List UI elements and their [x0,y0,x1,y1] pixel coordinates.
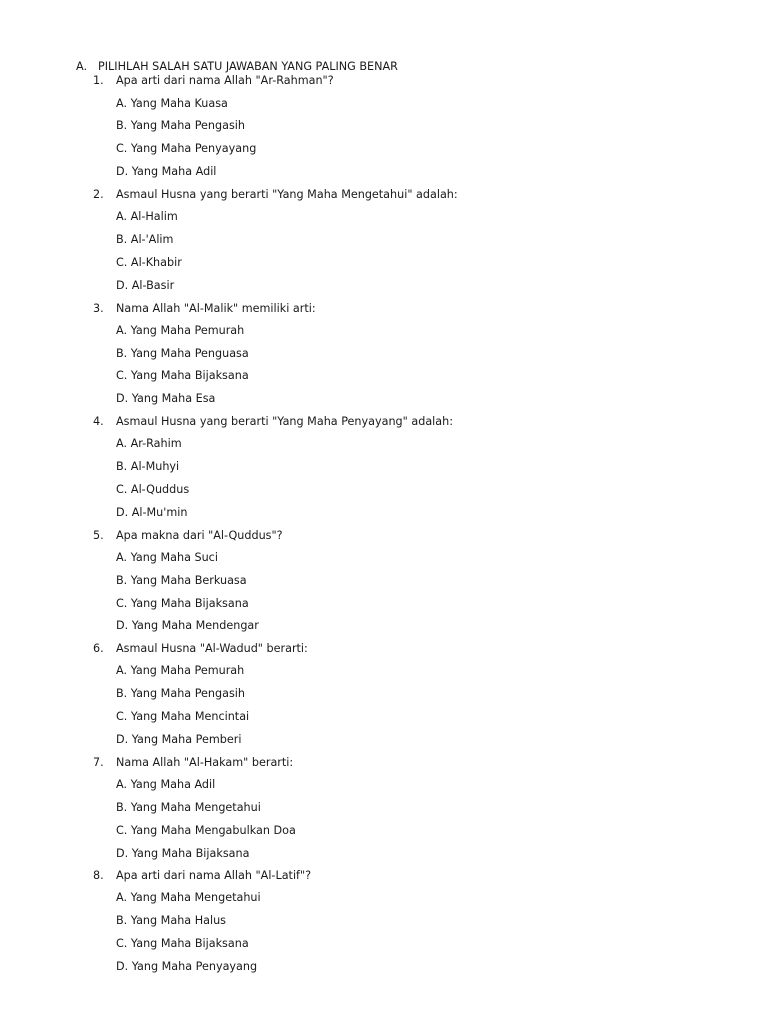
answer-option-text: A. Yang Maha Pemurah [116,323,245,337]
answer-option [0,346,768,369]
answer-option [0,232,768,255]
question-number: 8. [93,869,104,883]
question-text: Apa makna dari "Al-Quddus"? [116,528,283,542]
answer-option [0,482,768,505]
answer-option-text: A. Yang Maha Suci [116,550,218,564]
section-letter: A. [76,60,88,73]
question-item [0,868,768,982]
question-line [0,73,768,96]
question-item [0,414,768,528]
answer-option [0,391,768,414]
answer-option-text: A. Yang Maha Kuasa [116,96,228,110]
answer-option-text: C. Al-Khabir [116,255,182,269]
answer-option-text: C. Yang Maha Penyayang [116,142,257,156]
answer-option [0,141,768,164]
question-line [0,755,768,777]
question-text: Apa arti dari nama Allah "Al-Latif"? [116,869,312,883]
question-line [0,641,768,663]
answer-option [0,846,768,869]
question-text: Asmaul Husna yang berarti "Yang Maha Penyayang" adalah: [116,415,453,429]
question-text: Asmaul Husna yang berarti "Yang Maha Mengetahui" adalah: [116,188,458,202]
answer-option [0,890,768,913]
answer-option [0,913,768,936]
answer-option [0,686,768,709]
question-text: Nama Allah "Al-Hakam" berarti: [116,755,294,769]
answer-option-text: B. Yang Maha Pengasih [116,119,245,133]
answer-option-text: D. Yang Maha Pemberi [116,732,242,746]
answer-option [0,118,768,141]
question-item [0,187,768,301]
question-number: 1. [93,74,104,87]
question-line [0,301,768,323]
answer-option-text: A. Yang Maha Mengetahui [116,891,261,905]
answer-option [0,278,768,301]
answer-option [0,96,768,119]
question-number: 3. [93,301,104,315]
answer-option-text: C. Al-Quddus [116,482,190,496]
question-line [0,528,768,550]
question-number: 7. [93,755,104,769]
answer-option-text: C. Yang Maha Bijaksana [116,369,249,383]
question-number: 4. [93,415,104,429]
question-item [0,755,768,869]
answer-option [0,800,768,823]
answer-option-text: C. Yang Maha Bijaksana [116,937,249,951]
section-title: PILIHLAH SALAH SATU JAWABAN YANG PALING BENAR [98,60,398,73]
answer-option-text: D. Yang Maha Penyayang [116,960,258,974]
answer-option [0,618,768,641]
answer-option-text: B. Yang Maha Berkuasa [116,573,247,587]
answer-option-text: D. Yang Maha Esa [116,392,216,406]
answer-option [0,209,768,232]
answer-option-text: B. Yang Maha Pengasih [116,687,245,701]
question-line [0,868,768,890]
answer-option-text: D. Al-Basir [116,278,175,292]
answer-option-text: A. Yang Maha Pemurah [116,664,245,678]
answer-option [0,550,768,573]
answer-option [0,596,768,619]
answer-option [0,823,768,846]
question-text: Asmaul Husna "Al-Wadud" berarti: [116,642,308,656]
answer-option-text: C. Yang Maha Mencintai [116,710,250,724]
answer-option [0,959,768,982]
answer-option [0,573,768,596]
answer-option [0,164,768,187]
question-list [0,73,768,982]
answer-option [0,368,768,391]
answer-option-text: A. Yang Maha Adil [116,777,216,791]
answer-option [0,777,768,800]
question-item [0,301,768,415]
answer-option-text: B. Yang Maha Mengetahui [116,800,261,814]
answer-option [0,436,768,459]
question-line [0,414,768,436]
question-number: 6. [93,642,104,656]
answer-option-text: D. Yang Maha Mendengar [116,619,259,633]
question-text: Nama Allah "Al-Malik" memiliki arti: [116,301,316,315]
answer-option [0,505,768,528]
answer-option [0,459,768,482]
answer-option-text: A. Al-Halim [116,210,178,224]
question-text: Apa arti dari nama Allah "Ar-Rahman"? [116,74,334,87]
answer-option-text: D. Yang Maha Bijaksana [116,846,250,860]
answer-option-text: C. Yang Maha Bijaksana [116,596,249,610]
answer-option-text: C. Yang Maha Mengabulkan Doa [116,823,296,837]
answer-option [0,709,768,732]
answer-option-text: B. Al-Muhyi [116,460,180,474]
answer-option-text: D. Yang Maha Adil [116,165,217,179]
question-item [0,641,768,755]
answer-option [0,936,768,959]
question-number: 2. [93,188,104,202]
answer-option-text: D. Al-Mu'min [116,505,188,519]
answer-option [0,732,768,755]
question-item [0,73,768,187]
answer-option-text: A. Ar-Rahim [116,437,182,451]
answer-option-text: B. Yang Maha Penguasa [116,346,249,360]
answer-option [0,255,768,278]
answer-option-text: B. Yang Maha Halus [116,914,226,928]
answer-option [0,663,768,686]
question-item [0,528,768,642]
question-number: 5. [93,528,104,542]
question-line [0,187,768,209]
answer-option-text: B. Al-'Alim [116,232,174,246]
answer-option [0,323,768,346]
